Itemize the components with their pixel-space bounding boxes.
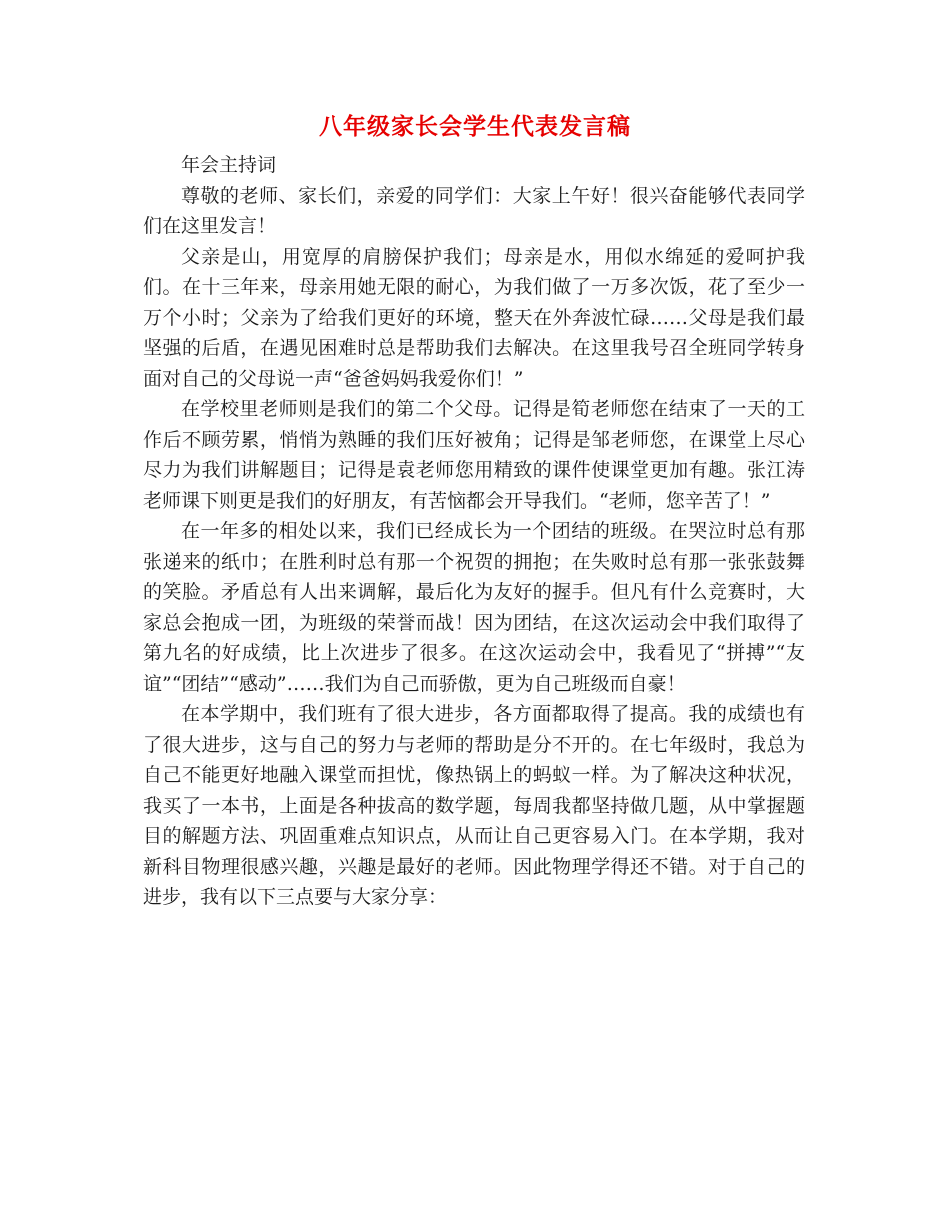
paragraph-heading: 年会主持词 [181,154,277,176]
paragraph-progress: 在本学期中，我们班有了很大进步，各方面都取得了提高。我的成绩也有了很大进步，这与自己的努力与老师的帮助是分不开的。在七年级时，我总为自己不能更好地融入课堂而担忧，像热锅上的蚂蚁一样。为了解决这种状况，我买了一本书，上面是各种拔高的数学题，每周我都坚持做几题，从中掌握题目的解题方法、巩固重难点知识点，从而让自己更容易入门。在本学期，我对新科目物理很感兴趣，兴趣是最好的老师。因此物理学得还不错。对于自己的进步，我有以下三点要与大家分享： [143,703,805,908]
paragraph-parents: 父亲是山，用宽厚的肩膀保护我们；母亲是水，用似水绵延的爱呵护我们。在十三年来，母亲用她无限的耐心，为我们做了一万多次饭，花了至少一万个小时；父亲为了给我们更好的环境，整天在外奔波忙碌……父母是我们最坚强的后盾，在遇见困难时总是帮助我们去解决。在这里我号召全班同学转身面对自己的父母说一声“爸爸妈妈我爱你们！” [143,245,805,390]
paragraph-teachers: 在学校里老师则是我们的第二个父母。记得是筍老师您在结束了一天的工作后不顾劳累，悄悄为熟睡的我们压好被角；记得是邹老师您，在课堂上尽心尽力为我们讲解题目；记得是袁老师您用精致的课件使课堂更加有趣。张江涛老师课下则更是我们的好朋友，有苦恼都会开导我们。“老师，您辛苦了！” [143,398,805,512]
paragraph-class: 在一年多的相处以来，我们已经成长为一个团结的班级。在哭泣时总有那张递来的纸巾；在胜利时总有那一个祝贺的拥抱；在失败时总有那一张张鼓舞的笑脸。矛盾总有人出来调解，最后化为友好的握手。但凡有什么竞赛时，大家总会抱成一团，为班级的荣誉而战！因为团结，在这次运动会中我们取得了第九名的好成绩，比上次进步了很多。在这次运动会中，我看见了“拼搏”“友谊”“团结”“感动”……我们为自己而骄傲，更为自己班级而自豪！ [143,520,805,695]
document-title: 八年级家长会学生代表发言稿 [319,113,631,140]
paragraph-greeting: 尊敬的老师、家长们，亲爱的同学们：大家上午好！很兴奋能够代表同学们在这里发言！ [143,184,805,237]
document-body [143,150,805,913]
